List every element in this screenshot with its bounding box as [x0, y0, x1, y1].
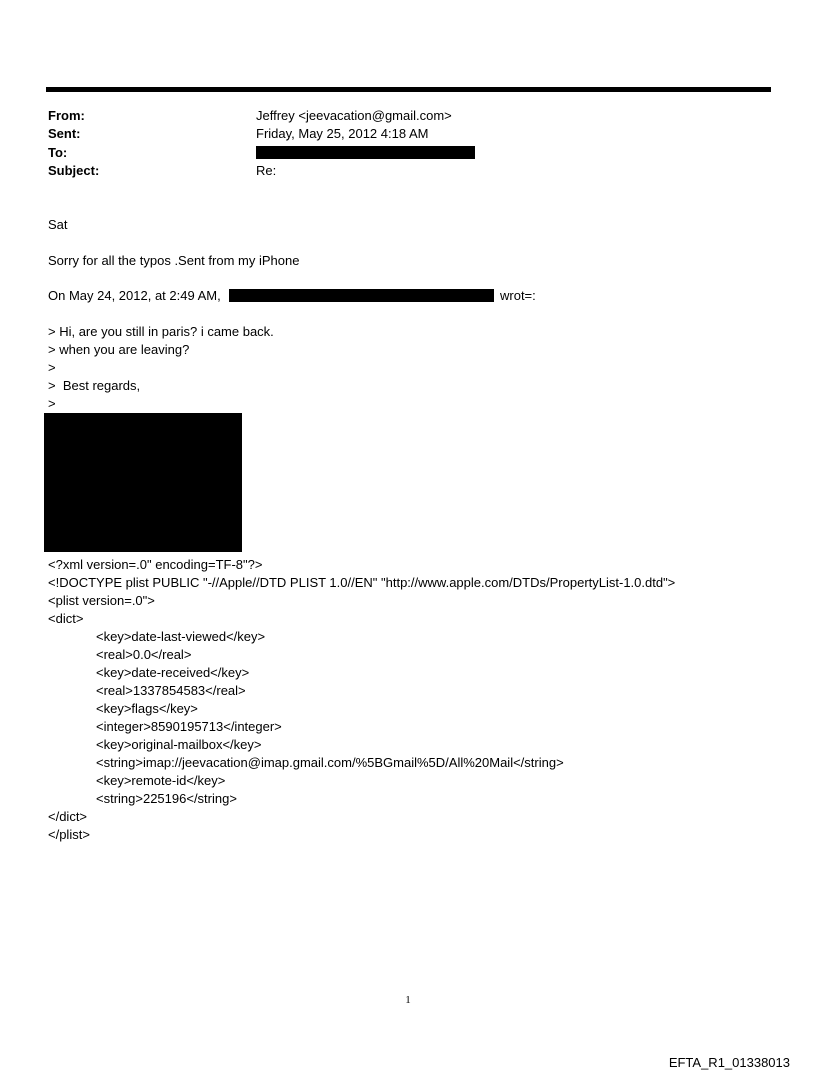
quote-intro-prefix: On May 24, 2012, at 2:49 AM, — [48, 288, 221, 303]
sent-value: Friday, May 25, 2012 4:18 AM — [256, 126, 429, 141]
sent-label: Sent: — [48, 126, 81, 141]
xml-indented-line: <real>1337854583</real> — [96, 683, 246, 698]
xml-line: <dict> — [48, 611, 84, 626]
body-line-sat: Sat — [48, 217, 68, 232]
subject-value: Re: — [256, 163, 277, 178]
xml-line: <!DOCTYPE plist PUBLIC "-//Apple//DTD PLIST 1.0//EN" "http://www.apple.com/DTDs/PropertyList-1.0.dtd"> — [48, 575, 676, 590]
from-label: From: — [48, 108, 85, 123]
quoted-line: > when you are leaving? — [48, 342, 190, 357]
xml-indented-line: <string>225196</string> — [96, 791, 237, 806]
page-number: 1 — [405, 994, 411, 1006]
xml-closing-line: </plist> — [48, 827, 90, 842]
signature-redaction — [44, 413, 242, 552]
xml-indented-line: <key>date-received</key> — [96, 665, 250, 680]
xml-indented-line: <integer>8590195713</integer> — [96, 719, 282, 734]
quoted-line: > — [48, 360, 56, 375]
quoted-line: > Best regards, — [48, 378, 141, 393]
xml-indented-line: <key>remote-id</key> — [96, 773, 226, 788]
quoted-line: > — [48, 396, 56, 411]
to-redaction — [256, 146, 475, 159]
from-value: Jeffrey <jeevacation@gmail.com> — [256, 108, 452, 123]
sender-redaction — [229, 289, 494, 302]
xml-indented-line: <string>imap://jeevacation@imap.gmail.com/%5BGmail%5D/All%20Mail</string> — [96, 755, 564, 770]
body-line-typos: Sorry for all the typos .Sent from my iPhone — [48, 253, 300, 268]
xml-closing-line: </dict> — [48, 809, 88, 824]
header-rule — [46, 87, 771, 92]
subject-label: Subject: — [48, 163, 100, 178]
to-label: To: — [48, 145, 68, 160]
quote-intro-suffix: wrot=: — [500, 288, 536, 303]
xml-indented-line: <real>0.0</real> — [96, 647, 192, 662]
xml-line: <?xml version=.0" encoding=TF-8"?> — [48, 557, 263, 572]
quoted-line: > Hi, are you still in paris? i came back. — [48, 324, 274, 339]
xml-indented-line: <key>flags</key> — [96, 701, 198, 716]
bates-number: EFTA_R1_01338013 — [668, 1055, 790, 1070]
xml-indented-line: <key>date-last-viewed</key> — [96, 629, 266, 644]
xml-line: <plist version=.0"> — [48, 593, 155, 608]
xml-indented-line: <key>original-mailbox</key> — [96, 737, 262, 752]
